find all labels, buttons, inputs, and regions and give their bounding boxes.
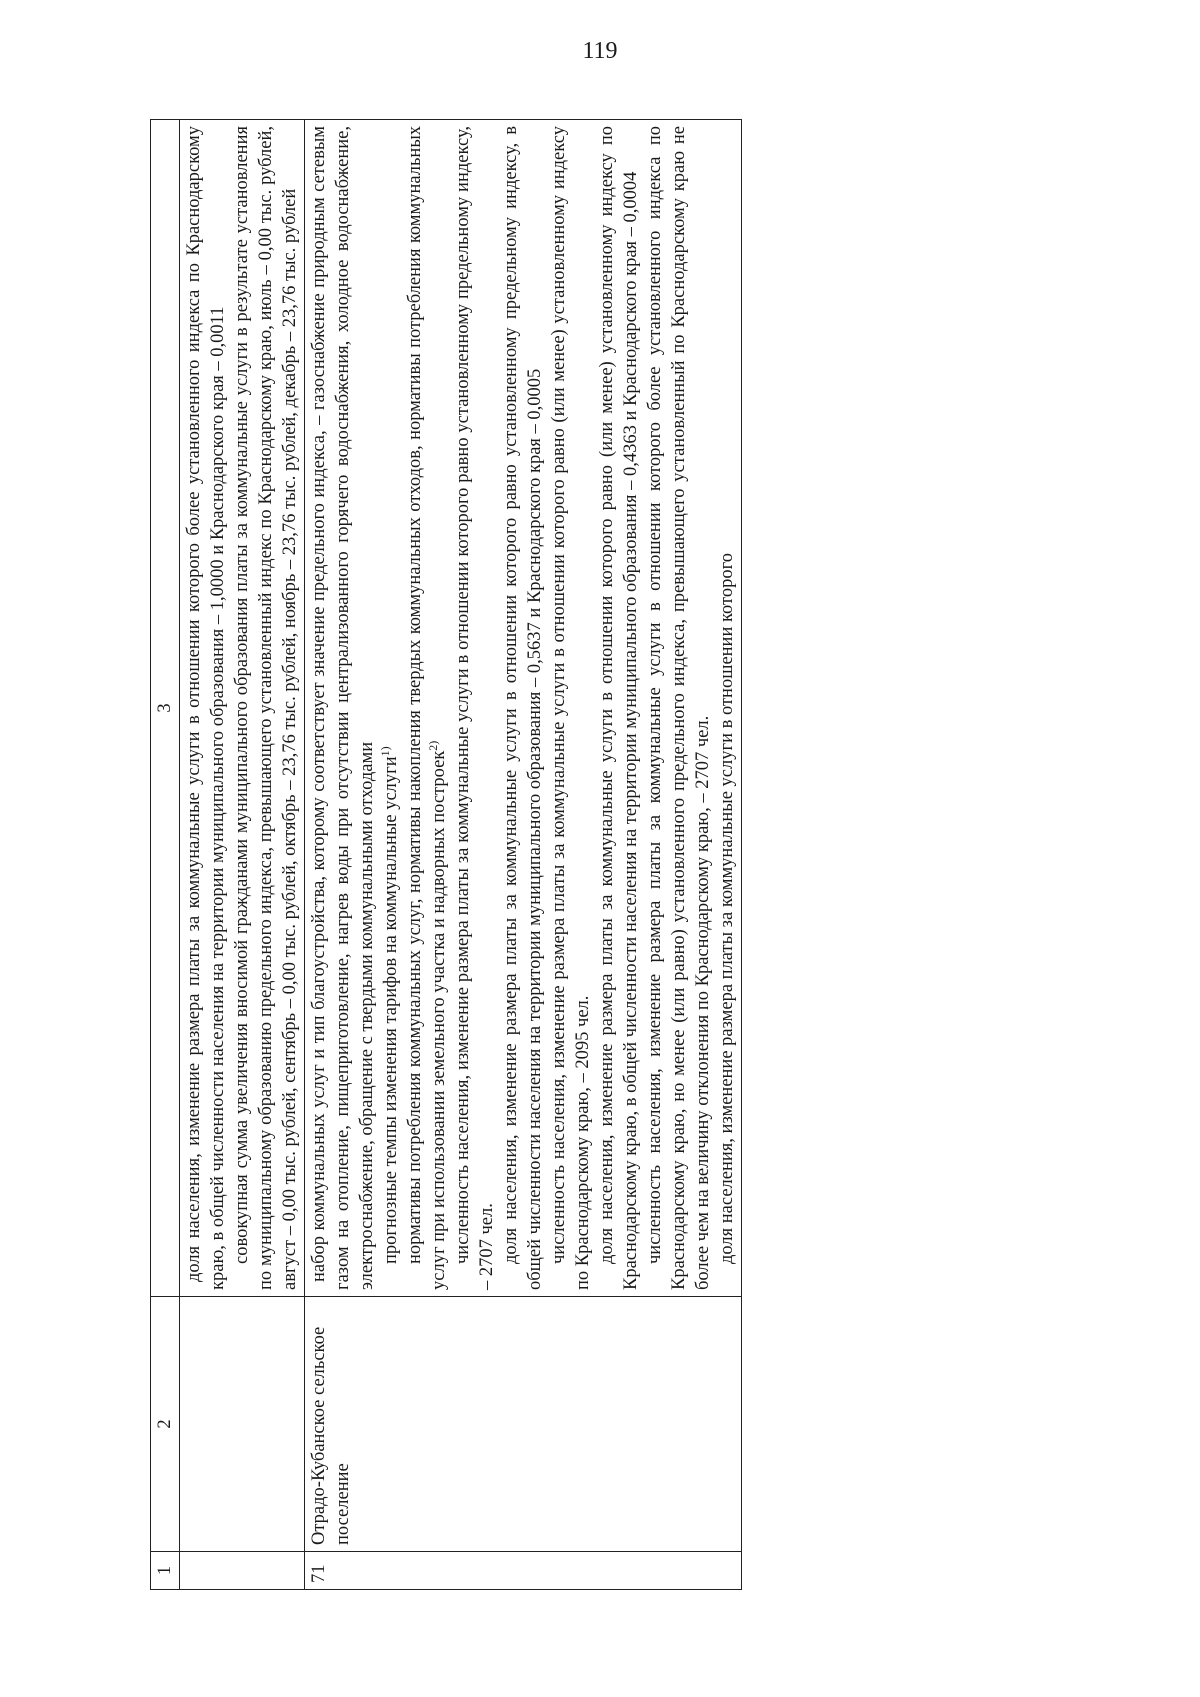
column-number-2: 2: [151, 1297, 180, 1552]
table-row-71: [305, 120, 742, 1590]
municipality-cell: [180, 1297, 305, 1552]
indicator-line: [403, 126, 451, 1290]
municipality-name: Отрадо-Кубанское сельское поселение: [305, 1297, 742, 1552]
column-number-3: 3: [151, 120, 180, 1297]
indicators-cell: [180, 120, 305, 1297]
indicator-line: численность населения, изменение размера платы за коммунальные услуги в отношении которого равно (или менее) установленному индексу по Краснодарскому краю, – 2095 чел.: [549, 126, 593, 1290]
row-number-cell: 71: [305, 1552, 742, 1590]
indicator-line: доля населения, изменение размера платы за коммунальные услуги в отношении которого равно (или менее) установленному индексу по Краснодарскому краю, в общей численности населения на территории муниципального образования – 0,4363 и Краснодарского края – 0,0004: [597, 126, 641, 1290]
footnote-marker: 1): [377, 746, 392, 757]
row-number-cell: [180, 1552, 305, 1590]
column-number-1: 1: [151, 1552, 180, 1590]
indicator-line: доля населения, изменение размера платы за коммунальные услуги в отношении которого более установленного индекса по Краснодарскому краю, в общей численности населения на территории муниципального образования – 1,0000 и Краснодарского края – 0,0011: [184, 126, 228, 1290]
page-number: 119: [582, 38, 618, 64]
indicator-line: доля населения, изменение размера платы за коммунальные услуги в отношении которого: [717, 552, 737, 1264]
indicator-line-text: нормативы потребления коммунальных услуг, нормативы накопления твердых коммунальных отходов, нормативы потребления коммунальных услуг при использовании земельного участка и надворных построек: [405, 126, 449, 1290]
rotated-table-container: [150, 120, 1040, 1590]
footnote-marker: 2): [425, 740, 440, 751]
indicators-cell: [305, 120, 742, 1297]
indicator-line-text: прогнозные темпы изменения тарифов на коммунальные услуги: [381, 756, 401, 1264]
indicator-line: совокупная сумма увеличения вносимой гражданами муниципального образования платы за коммунальные услуги в результате установления по муниципальному образованию предельного индекса, превышающего установленный индекс по Краснодарскому краю, июль – 0,00 тыс. рублей, август – 0,00 тыс. рублей, сентябрь – 0,00 тыс. рублей, октябрь – 23,76 тыс. рублей, ноябрь – 23,76 тыс. рублей, декабрь – 23,76 тыс. рублей: [232, 126, 300, 1290]
column-number-row: [151, 120, 180, 1590]
indicator-line: численность населения, изменение размера платы за коммунальные услуги в отношении которого равно установленному предельному индексу, – 2707 чел.: [453, 126, 497, 1290]
indicator-line: [379, 126, 403, 1290]
indicator-line: набор коммунальных услуг и тип благоустройства, которому соответствует значение предельного индекса, – газоснабжение природным сетевым газом на отопление, пищеприготовление, нагрев воды при отсутствии централизованного горячего водоснабжения, холодное водоснабжение, электроснабжение, обращение с твердыми коммунальными отходами: [309, 126, 377, 1290]
table-row-continued: [180, 120, 305, 1590]
data-table: [150, 119, 742, 1590]
indicator-line: доля населения, изменение размера платы за коммунальные услуги в отношении которого равно установленному предельному индексу, в общей численности населения на территории муниципального образования – 0,5637 и Краснодарского края – 0,0005: [501, 126, 545, 1290]
indicator-line: численность населения, изменение размера платы за коммунальные услуги в отношении которого более установленного индекса по Краснодарскому краю, но менее (или равно) установленного предельного индекса, превышающего установленный по Краснодарскому краю не более чем на величину отклонения по Краснодарскому краю, – 2707 чел.: [645, 126, 713, 1290]
